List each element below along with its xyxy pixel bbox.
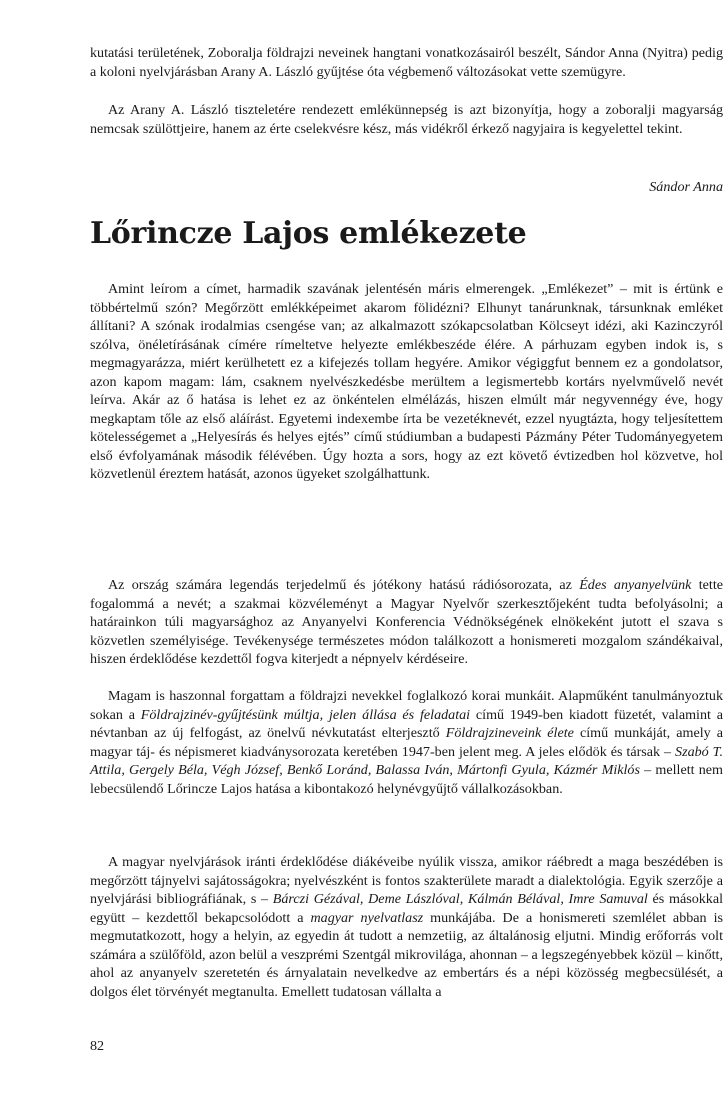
italic-title: magyar nyelvatlasz (310, 909, 424, 926)
article-paragraph (90, 853, 723, 1001)
paragraph-text: Az ország számára legendás terjedelmű és jótékony hatású rádiósorozata, az (108, 577, 580, 593)
paragraph-text: című munkáját, amely a magyar táj- és népismeret kiadványsorozata keretében 1947-ben jelent meg. A jeles elődök és társak – (90, 725, 724, 760)
paragraph-text: Magam is haszonnal forgattam a földrajzi nevekkel foglalkozó korai munkáit. Alapműként tanulmányoztuk sokan a (90, 688, 723, 723)
paragraph-text: munkájába. De a honismereti szemlélet abban is megmutatkozott, hogy a helyin, az egyedin át tudott a nemzetiig, az általánosig eljutni. Mindig erőforrás volt számára a szülőföld, azon belül a veszprémi Szentgál mikrovilága, ahonnan – a legszegényebbek közül – kinőtt, ahol az anyanyelv szeretetén és árnyalatain nevelkedve az embertárs és a népi közösség megbecsülését, a dolgos élet törvényét megtanulta. Emellett tudatosan vállalta a (90, 909, 723, 1000)
previous-article-paragraph: Az Arany A. László tiszteletére rendezett emlékünnepség is azt bizonyítja, hogy a zoboralji magyarság nemcsak szülöttjeire, hanem az érte cselekvésre kész, más vidékről érkező nagyjaira is kegyelettel tekint. (90, 102, 723, 137)
article-paragraph: Amint leírom a címet, harmadik szavának jelentésén máris elmerengek. „Emlékezet” – mit is értünk e többértelmű szón? Megőrzött emlékképeimet akarom fölidézni? Elhunyt tanárunknak, társunknak emléket állítani? A szónak irodalmias csengése van; az alkalmazott szókapcsolatban Kölcseyt idézi, aki Kazinczyról szólva, önéletírásának címére rímeltetve helyezte emlékbeszéde élére. A párhuzam egyben indok is, s megmagyarázza, miért kerülhetett ez a kifejezés tollam hegyére. Amikor végiggfut bennem ez a gondolatsor, azon kapom magam: lám, csaknem nyelvészkedésbe merültem a legismertebb kortárs nyelvművelő nevét leírva. Akár az ő hatása is lehet ez az önkéntelen elmélázás, hiszen elmúlt már negyvennégy éve, hogy megkaptam tőle az első aláírást. Egyetemi indexembe írta be vezetéknevét, ezzel nyugtázta, hogy teljesítettem kötelességemet a „Helyesírás és helyes ejtés” című stúdiumban a budapesti Pázmány Péter Tudományegyetem első évfolyamának második félévében. Úgy hozta a sors, hogy az ezt követő évtizedben hol közvetve, hol közvetlenül éreztem hatását, azonos ügyeket szolgálhattunk. (90, 281, 723, 483)
italic-title: Földrajzinév-gyűjtésünk múltja, jelen állása és feladatai (140, 706, 471, 723)
italic-title: Földrajzineveink élete (445, 725, 574, 742)
paragraph-text: A magyar nyelvjárások iránti érdeklődése diákéveibe nyúlik vissza, amikor ráébredt a maga beszédében is megőrzött tájnyelvi sajátosságokra; nyelvészként is fontos szakterülete maradt a dialektológia. Egyik szerzője a nyelvjárási bibliográfiának, s – (90, 854, 723, 908)
italic-names: Bárczi Gézával, Deme Lászlóval, Kálmán Bélával, Imre Samuval (272, 891, 648, 908)
paragraph-text: – mellett nem lebecsülendő Lőrincze Lajos hatása a kibontakozó helynévgyűjtő vállalkozásokban. (90, 762, 723, 797)
italic-title: Édes anyanyelvünk (579, 577, 692, 593)
author-signature: Sándor Anna (649, 179, 723, 195)
paragraph-text: és másokkal együtt – kezdettől bekapcsolódott a (90, 891, 724, 926)
previous-article-paragraph: kutatási területének, Zoboralja földrajzi neveinek hangtani vonatkozásairól beszélt, Sándor Anna (Nyitra) pedig a koloni nyelvjárásban Arany A. László gyűjtése óta végbemenő változásokat vette szemügyre. (90, 45, 723, 80)
italic-names: Szabó T. Attila, Gergely Béla, Végh József, Benkő Loránd, Balassa Iván, Mártonfi Gyula, Kázmér Miklós (90, 743, 723, 779)
article-paragraph (90, 687, 723, 798)
paragraph-text: című 1949-ben kiadott füzetét, valamint a névtanban az új felfogást, az önelvű névkutatást elterjesztő (90, 706, 723, 742)
article-title: Lőrincze Lajos emlékezete (90, 216, 527, 251)
paragraph-text: tette fogalommá a nevét; a szakmai közvéleményt a Magyar Nyelvőr szerkesztőjeként tudta befolyásolni; a határainkon túli magyarsághoz az Anyanyelvi Konferencia Védnökségének elnökeként jutott el szava s közvetlen személyisége. Tevékenysége természetes módon találkozott a honismereti mozgalom szándékaival, hiszen érdeklődése kezdettől fogva kiterjedt a népnyelv kérdéseire. (90, 577, 723, 668)
article-paragraph (90, 576, 723, 669)
page-number: 82 (90, 1038, 105, 1054)
